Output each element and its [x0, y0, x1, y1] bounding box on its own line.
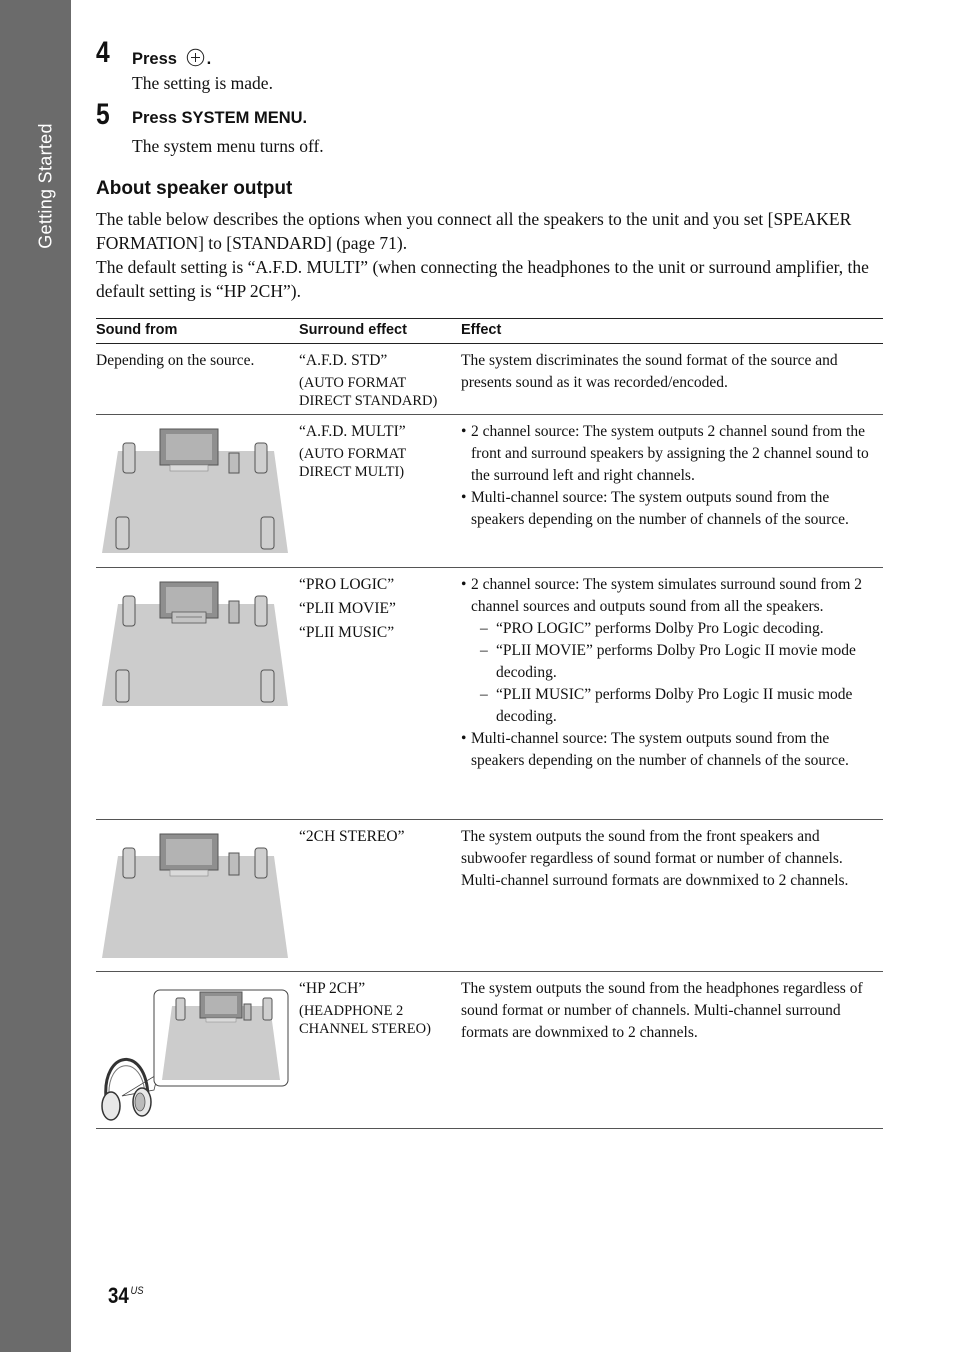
list-item: • Multi-channel source: The system outputs sound from the speakers depending on the number of channels of the source. — [461, 728, 883, 772]
list-item: • Multi-channel source: The system outputs sound from the speakers depending on the number of channels of the source. — [461, 487, 883, 531]
stereo-speaker-room-diagram — [96, 826, 288, 958]
effect-name: “PLII MUSIC” — [299, 624, 395, 641]
table-row — [96, 568, 883, 820]
effect-subtitle: (HEADPHONE 2 CHANNEL STEREO) — [299, 1003, 431, 1037]
page-number-value: 34 — [108, 1283, 129, 1308]
list-item: • 2 channel source: The system outputs 2 channel sound from the front and surround speakers by assigning the 2 channel sound to the surround left and right channels. — [461, 421, 883, 487]
sound-from-cell — [96, 415, 299, 568]
effect-cell — [461, 568, 883, 820]
effect-name: “2CH STEREO” — [299, 828, 405, 845]
effect-name: “PLII MOVIE” — [299, 600, 396, 617]
intro-paragraph: The default setting is “A.F.D. MULTI” (when connecting the headphones to the unit or surround amplifier, the default setting is “HP 2CH”). — [96, 257, 869, 301]
surround-effect-cell — [299, 568, 461, 820]
sound-from-cell — [96, 820, 299, 972]
step-title-suffix: . — [206, 50, 212, 68]
six-speaker-room-diagram — [96, 574, 288, 706]
list-item-text: • 2 channel source: The system simulates surround sound from 2 channel sources and outputs sound from all the speakers. — [471, 576, 863, 615]
sound-from-cell — [96, 972, 299, 1129]
header-surround-effect: Surround effect — [299, 319, 461, 344]
intro-paragraph: The table below describes the options when you connect all the speakers to the unit and you set [SPEAKER FORMATION] to [STANDARD] (page 71). — [96, 209, 852, 253]
sound-from-cell: Depending on the source. — [96, 344, 299, 415]
effect-subtitle: (AUTO FORMAT DIRECT STANDARD) — [299, 375, 438, 409]
step-title-prefix: Press — [132, 50, 177, 68]
table-row — [96, 344, 883, 415]
section-intro — [96, 207, 886, 303]
surround-effect-cell — [299, 820, 461, 972]
effect-cell: The system outputs the sound from the front speakers and subwoofer regardless of sound format or number of channels. Multi-channel surround formats are downmixed to 2 channels. — [461, 820, 883, 972]
section-title: About speaker output — [96, 178, 293, 199]
page-number — [108, 1283, 144, 1309]
effect-name: “PRO LOGIC” — [299, 576, 395, 593]
table-header-row — [96, 319, 883, 344]
step-number: 5 — [96, 98, 110, 131]
page-number-suffix: US — [130, 1285, 144, 1297]
step-number: 4 — [96, 36, 110, 69]
sub-list-item: – “PRO LOGIC” performs Dolby Pro Logic decoding. — [480, 618, 883, 640]
table-row — [96, 972, 883, 1129]
speaker-output-table — [96, 318, 883, 1129]
sub-list-item: – “PLII MOVIE” performs Dolby Pro Logic II movie mode decoding. — [480, 640, 883, 684]
effect-name: “A.F.D. MULTI” — [299, 423, 406, 440]
sidebar-label: Getting Started — [35, 123, 56, 249]
surround-effect-cell — [299, 972, 461, 1129]
table-row — [96, 820, 883, 972]
sidebar-tab — [0, 0, 71, 1352]
effect-cell — [461, 415, 883, 568]
list-item — [461, 574, 883, 728]
header-sound-from: Sound from — [96, 319, 299, 344]
step-title — [132, 48, 211, 69]
headphone-stereo-diagram — [96, 978, 292, 1124]
surround-effect-cell — [299, 344, 461, 415]
sound-from-cell — [96, 568, 299, 820]
effect-subtitle: (AUTO FORMAT DIRECT MULTI) — [299, 446, 407, 480]
effect-name: “A.F.D. STD” — [299, 352, 388, 369]
enter-circle-plus-icon — [186, 48, 205, 67]
effect-name: “HP 2CH” — [299, 980, 366, 997]
table-row — [96, 415, 883, 568]
surround-effect-cell — [299, 415, 461, 568]
header-effect: Effect — [461, 319, 883, 344]
sub-list-item: – “PLII MUSIC” performs Dolby Pro Logic II music mode decoding. — [480, 684, 883, 728]
step-description: The setting is made. — [132, 73, 273, 93]
step-title: Press SYSTEM MENU. — [132, 109, 308, 127]
step-description: The system menu turns off. — [132, 136, 324, 156]
effect-cell: The system discriminates the sound format of the source and presents sound as it was recorded/encoded. — [461, 344, 883, 415]
effect-cell: The system outputs the sound from the headphones regardless of sound format or number of channels. Multi-channel surround formats are downmixed to 2 channels. — [461, 972, 883, 1129]
five-speaker-room-diagram — [96, 421, 288, 553]
